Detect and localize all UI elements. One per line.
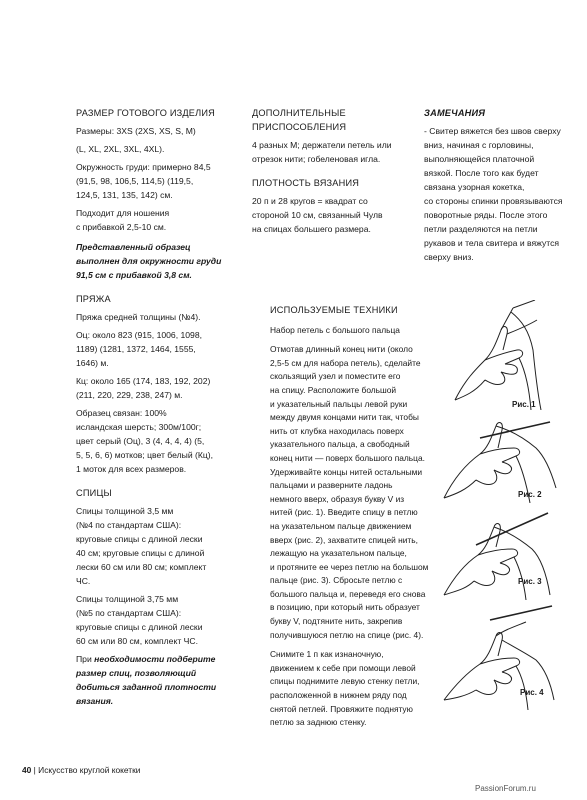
sample-yarn: Образец связан: 100% исландская шерсть; 300м/100г; цвет серый (Оц), 3 (4, 4, 4, 4) (5, 5, 5, 6, 6) мотков; цвет белый (Кц), 1 моток для всех размеров.	[76, 408, 214, 474]
sizes-line-1: Размеры: 3XS (2XS, XS, S, M)	[76, 126, 196, 136]
figure-2-label: Рис. 2	[518, 490, 542, 499]
figure-1-hand-illustration	[445, 300, 565, 410]
yarn-heading: ПРЯЖА	[76, 294, 111, 304]
yarn-type: Пряжа средней толщины (№4).	[76, 312, 201, 322]
techniques-heading: ИСПОЛЬЗУЕМЫЕ ТЕХНИКИ	[270, 305, 398, 315]
notes-heading: ЗАМЕЧАНИЯ	[424, 108, 486, 118]
gauge-text: 20 п и 28 кругов = квадрат со стороной 10 см, связанный Чулв на спицах большего размера.	[252, 196, 383, 234]
cast-on-instructions: Отмотав длинный конец нити (около 2,5-5 см для набора петель), сделайте скользящий узел и поместите его на спицу. Расположите большой и указательный пальцы левой руки между двумя концами нити так, чтобы нить от клубка находилась поверх указательного пальца, а свободный конец нити — поверх большого пальца. Удерживайте концы нитей остальными пальцами и разверните ладонь немного вверх, образуя букву V из нитей (рис. 1). Введите спицу в петлю на указательном пальце движением вверх (рис. 2), захватите спицей нить, лежащую на указательном пальце, и протяните ее через петлю на большом пальце (рис. 3). Сбросьте петлю с большого пальца и, переведя его снова в позицию, при который нить образует букву V, подтяните нить, закрепив получившуюся петлю на спице (рис. 4).	[270, 344, 429, 640]
figure-3-hand-illustration	[440, 505, 560, 600]
chest-circumference: Окружность груди: примерно 84,5 (91,5, 98, 106,5, 114,5) (119,5, 124,5, 131, 135, 142) см.	[76, 162, 211, 200]
sample-note: Представленный образец выполнен для окружности груди 91,5 см с прибавкой 3,8 см.	[76, 242, 222, 280]
figure-4-label: Рис. 4	[520, 688, 544, 697]
needles-3-5: Спицы толщиной 3,5 мм (№4 по стандартам США): круговые спицы с длиной лески 40 см; круговые спицы с длиной лески 60 см или 80 см; комплект ЧС.	[76, 506, 207, 586]
needles-note-prefix: При	[76, 654, 95, 664]
fit-ease: Подходит для ношения с прибавкой 2,5-10 см.	[76, 208, 170, 232]
watermark: PassionForum.ru	[475, 784, 536, 793]
figure-2-hand-illustration	[440, 408, 560, 503]
size-heading: РАЗМЕР ГОТОВОГО ИЗДЕЛИЯ	[76, 108, 215, 118]
figure-1-label: Рис. 1	[512, 400, 536, 409]
needles-note-text: необходимости подберите размер спиц, позволяющий добиться заданной плотности вязания.	[76, 654, 217, 706]
lift-stitch-instructions: Снимите 1 п как изнаночную, движением к себе при помощи левой спицы поднимите левую стенку петли, расположенной в нижнем ряду под снятой петлей. Провяжите поднятую петлю за заднюю стенку.	[270, 649, 420, 728]
extras-column	[252, 106, 402, 240]
notes-column	[424, 106, 569, 268]
figure-3-label: Рис. 3	[518, 577, 542, 586]
book-title: Искусство круглой кокетки	[38, 765, 141, 775]
needles-heading: СПИЦЫ	[76, 488, 112, 498]
sizes-line-2: (L, XL, 2XL, 3XL, 4XL).	[76, 144, 165, 154]
page-footer	[22, 765, 140, 775]
yarn-kc: Кц: около 165 (174, 183, 192, 202) (211, 220, 229, 238, 247) м.	[76, 376, 211, 400]
extras-heading: ДОПОЛНИТЕЛЬНЫЕ ПРИСПОСОБЛЕНИЯ	[252, 108, 347, 132]
footer-separator: |	[31, 765, 39, 775]
needles-note	[76, 652, 236, 708]
extras-text: 4 разных М; держатели петель или отрезок нити; гобеленовая игла.	[252, 140, 392, 164]
size-column	[76, 106, 236, 718]
notes-text: - Свитер вяжется без швов сверху вниз, начиная с горловины, выполняющейся платочной вязкой. После того как будет связана узорная кокетка, со стороны спинки провязываются поворотные ряды. После этого петли разделяются на петли рукавов и тела свитера и вяжутся сверху вниз.	[424, 126, 563, 262]
techniques-subheading: Набор петель с большого пальца	[270, 324, 400, 335]
yarn-oc: Оц: около 823 (915, 1006, 1098, 1189) (1281, 1372, 1464, 1555, 1646) м.	[76, 330, 202, 368]
needles-3-75: Спицы толщиной 3,75 мм (№5 по стандартам США): круговые спицы с длиной лески 60 см или 80 см, комплект ЧС.	[76, 594, 203, 646]
gauge-heading: ПЛОТНОСТЬ ВЯЗАНИЯ	[252, 178, 360, 188]
page-number: 40	[22, 765, 32, 775]
techniques-section	[270, 304, 445, 734]
